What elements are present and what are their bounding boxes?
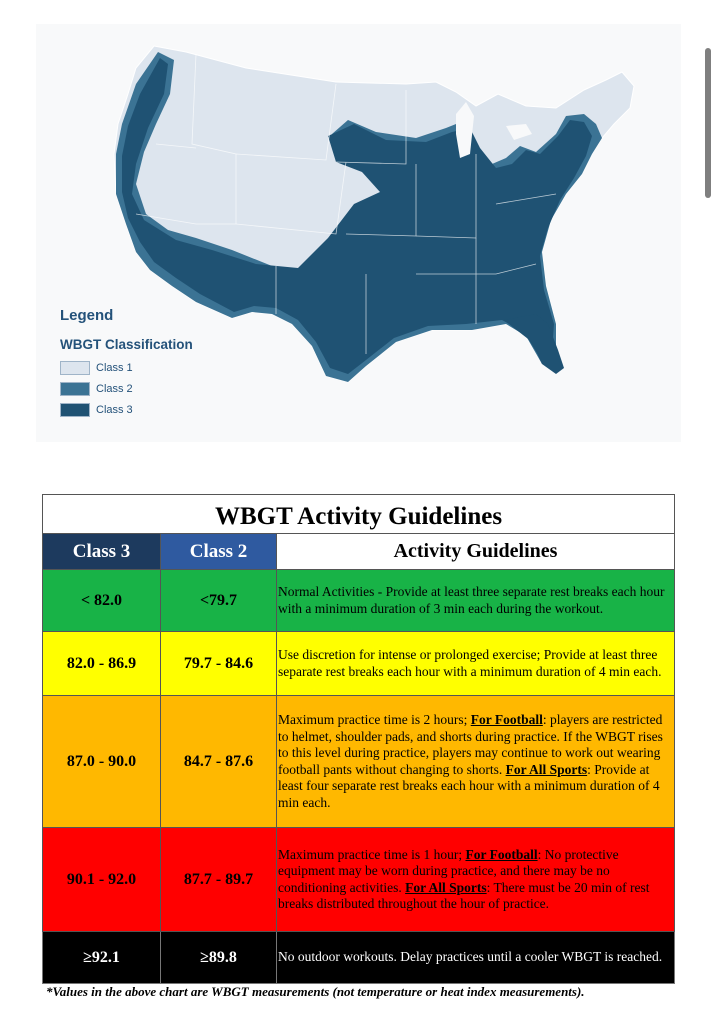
table-row-green [43, 570, 675, 632]
row-class3-value: 87.0 - 90.0 [43, 696, 161, 828]
row-guideline-text: No outdoor workouts. Delay practices until a cooler WBGT is reached. [277, 932, 675, 984]
legend-swatch-class3 [60, 403, 90, 417]
header-class3: Class 3 [43, 534, 161, 570]
scrollbar-thumb[interactable] [705, 48, 711, 198]
table-row-yellow [43, 632, 675, 696]
row-guideline-text: Maximum practice time is 1 hour; For Football: No protective equipment may be worn during practice, and there may be no conditioning activities. For All Sports: There must be 20 min of rest breaks distributed throughout the hour of practice. [277, 828, 675, 932]
row-class3-value: 82.0 - 86.9 [43, 632, 161, 696]
header-class2: Class 2 [161, 534, 277, 570]
legend-title: Legend [60, 307, 114, 324]
legend-label-class3: Class 3 [96, 404, 133, 416]
row-class2-value: 79.7 - 84.6 [161, 632, 277, 696]
legend-swatch-class1 [60, 361, 90, 375]
header-activity-guidelines: Activity Guidelines [277, 534, 675, 570]
table-title: WBGT Activity Guidelines [43, 495, 675, 534]
row-class2-value: <79.7 [161, 570, 277, 632]
row-class2-value: 87.7 - 89.7 [161, 828, 277, 932]
legend-subtitle: WBGT Classification [60, 337, 193, 352]
legend-swatch-class2 [60, 382, 90, 396]
wbgt-classification-map [36, 24, 681, 442]
legend-label-class2: Class 2 [96, 383, 133, 395]
footnote: *Values in the above chart are WBGT measurements (not temperature or heat index measurements). [46, 984, 585, 999]
table-row-red [43, 828, 675, 932]
table-row-black [43, 932, 675, 984]
row-class3-value: ≥92.1 [43, 932, 161, 984]
us-map-graphic [36, 24, 681, 442]
row-class3-value: < 82.0 [43, 570, 161, 632]
row-class2-value: 84.7 - 87.6 [161, 696, 277, 828]
table-row-orange [43, 696, 675, 828]
row-guideline-text: Normal Activities - Provide at least three separate rest breaks each hour with a minimum duration of 3 min each during the workout. [277, 570, 675, 632]
legend-label-class1: Class 1 [96, 362, 133, 374]
row-guideline-text: Maximum practice time is 2 hours; For Football: players are restricted to helmet, shoulder pads, and shorts during practice. If the WBGT rises to this level during practice, players may continue to work out wearing football pants without changing to shorts. For All Sports: Provide at least four separate rest breaks each hour with a minimum duration of 4 min each. [277, 696, 675, 828]
row-class2-value: ≥89.8 [161, 932, 277, 984]
wbgt-guidelines-table [42, 494, 675, 984]
row-class3-value: 90.1 - 92.0 [43, 828, 161, 932]
row-guideline-text: Use discretion for intense or prolonged exercise; Provide at least three separate rest breaks each hour with a minimum duration of 4 min each. [277, 632, 675, 696]
